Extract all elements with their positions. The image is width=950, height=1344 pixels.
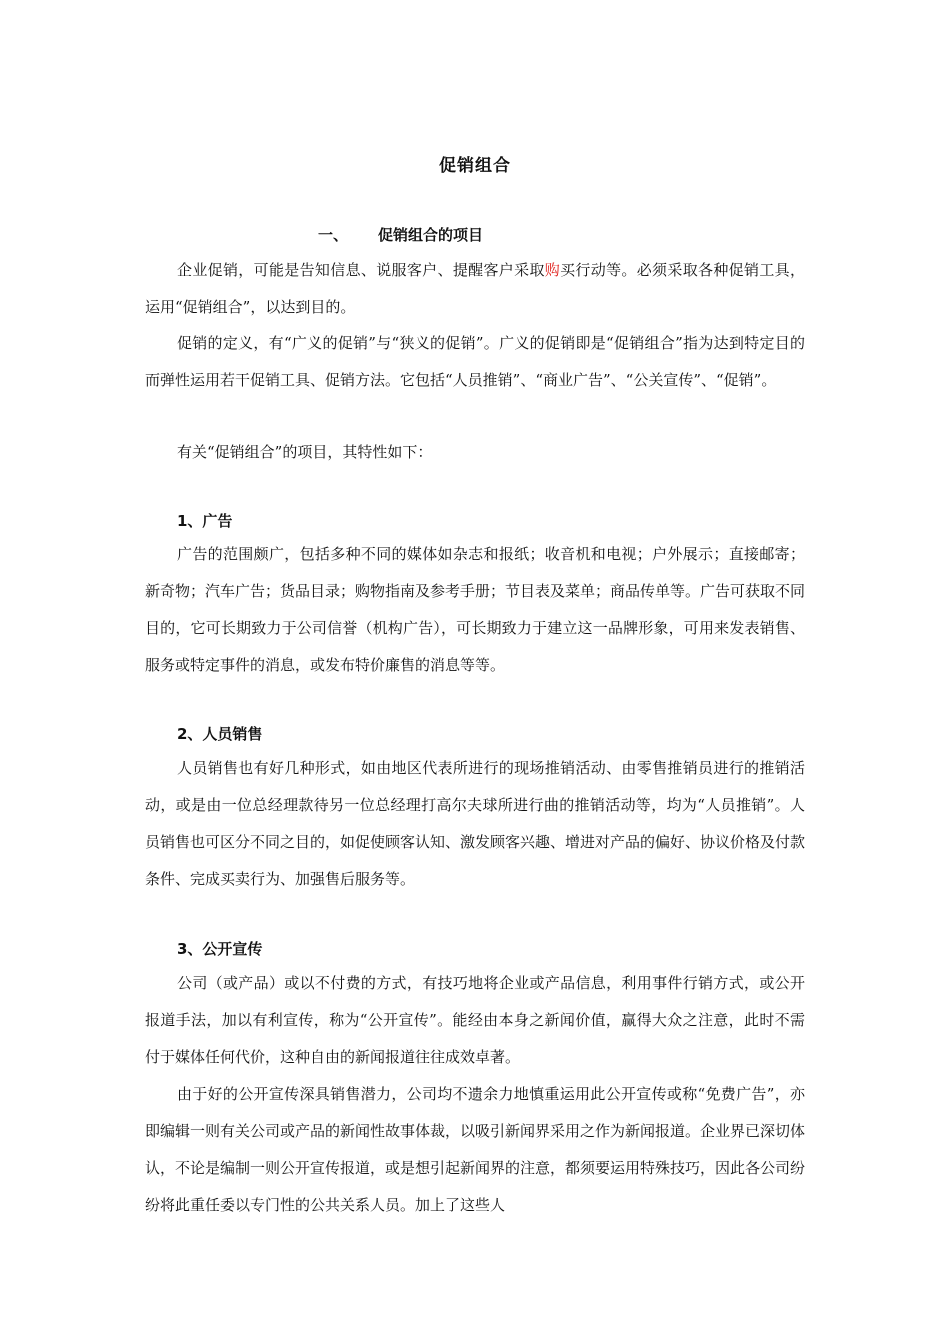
advertising-paragraph: 广告的范围颇广，包括多种不同的媒体如杂志和报纸；收音机和电视；户外展示；直接邮寄；新奇物；汽车广告；货品目录；购物指南及参考手册；节目表及菜单；商品传单等。广告可获取不同目的，它可长期致力于公司信誉（机构广告），可长期致力于建立这一品牌形象，可用来发表销售、服务或特定事件的消息，或发布特价廉售的消息等等。 [145, 545, 806, 674]
section-title: 促销组合的项目 [378, 226, 484, 244]
advertising-heading: 1、广告 [177, 512, 233, 530]
publicity-paragraph-1: 公司（或产品）或以不付费的方式，有技巧地将企业或产品信息，利用事件行销方式，或公开报道手法，加以有利宣传，称为“公开宣传”。能经由本身之新闻价值，赢得大众之注意，此时不需付于媒体任何代价，这种自由的新闻报道往往成效卓著。 [145, 974, 805, 1066]
intro-paragraph-2: 促销的定义，有“广义的促销”与“狭义的促销”。广义的促销即是“促销组合”指为达到特定目的而弹性运用若干促销工具、促销方法。它包括“人员推销”、“商业广告”、“公关宣传”、“促销”。 [145, 334, 805, 389]
personal-selling-paragraph: 人员销售也有好几种形式，如由地区代表所进行的现场推销活动、由零售推销员进行的推销活动，或是由一位总经理款待另一位总经理打高尔夫球所进行曲的推销活动等，均为“人员推销”。人员销售也可区分不同之目的，如促使顾客认知、激发顾客兴趣、增进对产品的偏好、协议价格及付款条件、完成买卖行为、加强售后服务等。 [145, 759, 806, 888]
highlighted-character: 购 [544, 261, 561, 279]
page-title: 促销组合 [439, 156, 511, 176]
intro-p1-text-after: 买行动等。必须采取各种促销工具，运用“促销组合”，以达到目的。 [145, 261, 805, 316]
section-number: 一、 [318, 226, 349, 244]
intro-paragraph-3: 有关“促销组合”的项目，其特性如下： [177, 443, 433, 461]
section-heading [318, 224, 483, 245]
intro-p1-text-before: 企业促销，可能是告知信息、说服客户、提醒客户采取 [177, 261, 545, 279]
publicity-paragraph-2: 由于好的公开宣传深具销售潜力，公司均不遗余力地慎重运用此公开宣传或称“免费广告”，亦即编辑一则有关公司或产品的新闻性故事体裁，以吸引新闻界采用之作为新闻报道。企业界已深切体认，不论是编制一则公开宣传报道，或是想引起新闻界的注意，都须要运用特殊技巧，因此各公司纷纷将此重任委以专门性的公共关系人员。加上了这些人 [145, 1085, 806, 1214]
intro-paragraph-1 [145, 252, 805, 326]
publicity-heading: 3、公开宣传 [177, 940, 263, 958]
personal-selling-heading: 2、人员销售 [177, 725, 263, 743]
